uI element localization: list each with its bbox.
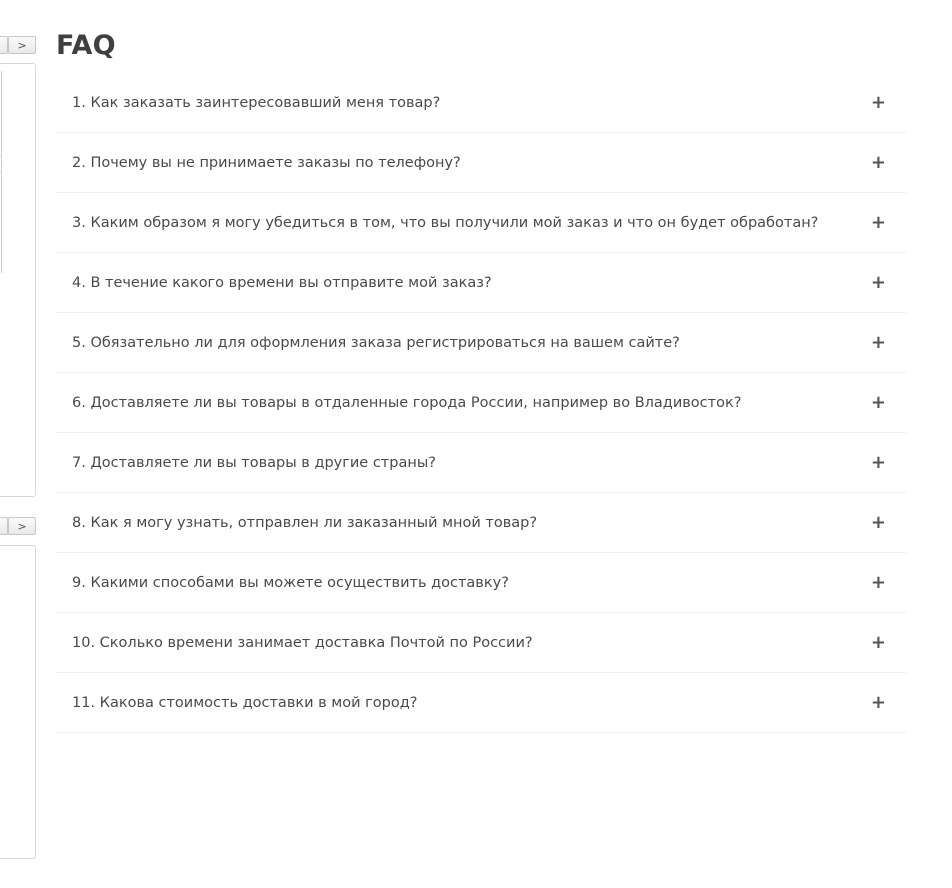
carousel-prev-button[interactable] [0,517,8,535]
faq-question: 4. В течение какого времени вы отправите мой заказ? [72,274,492,291]
faq-question: 8. Как я могу узнать, отправлен ли заказанный мной товар? [72,514,538,531]
faq-item[interactable] [56,253,906,313]
faq-item[interactable] [56,193,906,253]
plus-icon[interactable]: + [870,91,886,113]
faq-question: 3. Каким образом я могу убедиться в том, что вы получили мой заказ и что он будет обработан? [72,214,819,231]
faq-item[interactable] [56,373,906,433]
faq-question: 1. Как заказать заинтересовавший меня товар? [72,94,441,111]
faq-question: 5. Обязательно ли для оформления заказа регистрироваться на вашем сайте? [72,334,680,351]
plus-icon[interactable]: + [870,691,886,713]
plus-icon[interactable]: + [870,331,886,353]
faq-question: 7. Доставляете ли вы товары в другие страны? [72,454,436,471]
faq-item[interactable] [56,133,906,193]
chevron-right-icon: > [17,38,27,52]
sidebar-widget-content [0,71,2,273]
faq-item[interactable] [56,673,906,733]
plus-icon[interactable]: + [870,211,886,233]
faq-question: 2. Почему вы не принимаете заказы по телефону? [72,154,461,171]
faq-question: 6. Доставляете ли вы товары в отдаленные города России, например во Владивосток? [72,394,742,411]
faq-question: 10. Сколько времени занимает доставка Почтой по России? [72,634,533,651]
faq-question: 11. Какова стоимость доставки в мой город? [72,694,418,711]
plus-icon[interactable]: + [870,451,886,473]
carousel-next-button[interactable] [8,36,36,54]
plus-icon[interactable]: + [870,571,886,593]
chevron-right-icon: > [17,519,27,533]
faq-question: 9. Какими способами вы можете осуществить доставку? [72,574,509,591]
carousel-next-button[interactable] [8,517,36,535]
faq-item[interactable] [56,73,906,133]
sidebar-divider [0,171,1,172]
faq-item[interactable] [56,553,906,613]
faq-item[interactable] [56,313,906,373]
faq-item[interactable] [56,433,906,493]
plus-icon[interactable]: + [870,151,886,173]
sidebar-widget [0,63,36,497]
page-title: FAQ [56,30,116,61]
sidebar-widget [0,545,36,859]
faq-item[interactable] [56,613,906,673]
faq-item[interactable] [56,493,906,553]
carousel-prev-button[interactable] [0,36,8,54]
plus-icon[interactable]: + [870,271,886,293]
sidebar-divider [0,155,1,156]
faq-list [56,73,906,733]
plus-icon[interactable]: + [870,511,886,533]
plus-icon[interactable]: + [870,391,886,413]
plus-icon[interactable]: + [870,631,886,653]
